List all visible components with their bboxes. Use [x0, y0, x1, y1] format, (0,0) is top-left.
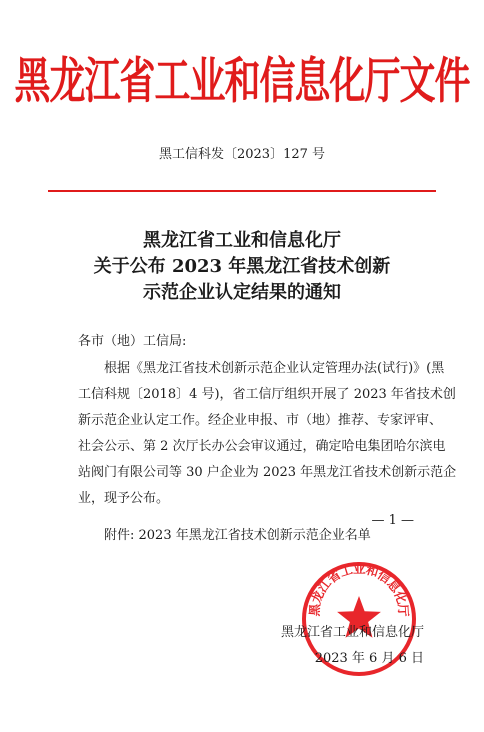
signature-block	[281, 620, 424, 672]
signature-date: 2023 年 6 月 6 日	[314, 651, 424, 666]
header-red-divider	[48, 190, 436, 192]
body-line: 业，现予公布。	[78, 491, 170, 506]
body-line: 新示范企业认定工作。经企业申报、市（地）推荐、专家评审、	[78, 413, 443, 428]
body-line: 站阀门有限公司等 30 户企业为 2023 年黑龙江省技术创新示范企	[78, 465, 457, 480]
seal-text: 黑龙江省工业和信息化厅	[306, 561, 412, 617]
attachment-note: 附件: 2023 年黑龙江省技术创新示范企业名单	[104, 528, 371, 543]
notice-title-line-3: 示范企业认定结果的通知	[143, 282, 341, 303]
body-line: 社会公示、第 2 次厅长办公会审议通过，确定哈电集团哈尔滨电	[78, 439, 446, 454]
document-header-title: 黑龙江省工业和信息化厅文件	[14, 54, 470, 110]
notice-title	[0, 228, 484, 306]
signature-org: 黑龙江省工业和信息化厅	[280, 625, 424, 640]
body-line: 工信科规〔2018〕4 号)，省工信厅组织开展了 2023 年省技术创	[78, 387, 456, 402]
page-number: — 1 —	[371, 513, 414, 528]
body-line: 根据《黑龙江省技术创新示范企业认定管理办法(试行)》(黑	[104, 361, 445, 376]
notice-title-line-2: 关于公布 2023 年黑龙江省技术创新	[93, 256, 391, 277]
body-paragraph	[78, 356, 457, 512]
document-number: 黑工信科发〔2023〕127 号	[158, 147, 326, 162]
salutation: 各市（地）工信局:	[78, 334, 187, 349]
notice-title-line-1: 黑龙江省工业和信息化厅	[143, 230, 341, 251]
